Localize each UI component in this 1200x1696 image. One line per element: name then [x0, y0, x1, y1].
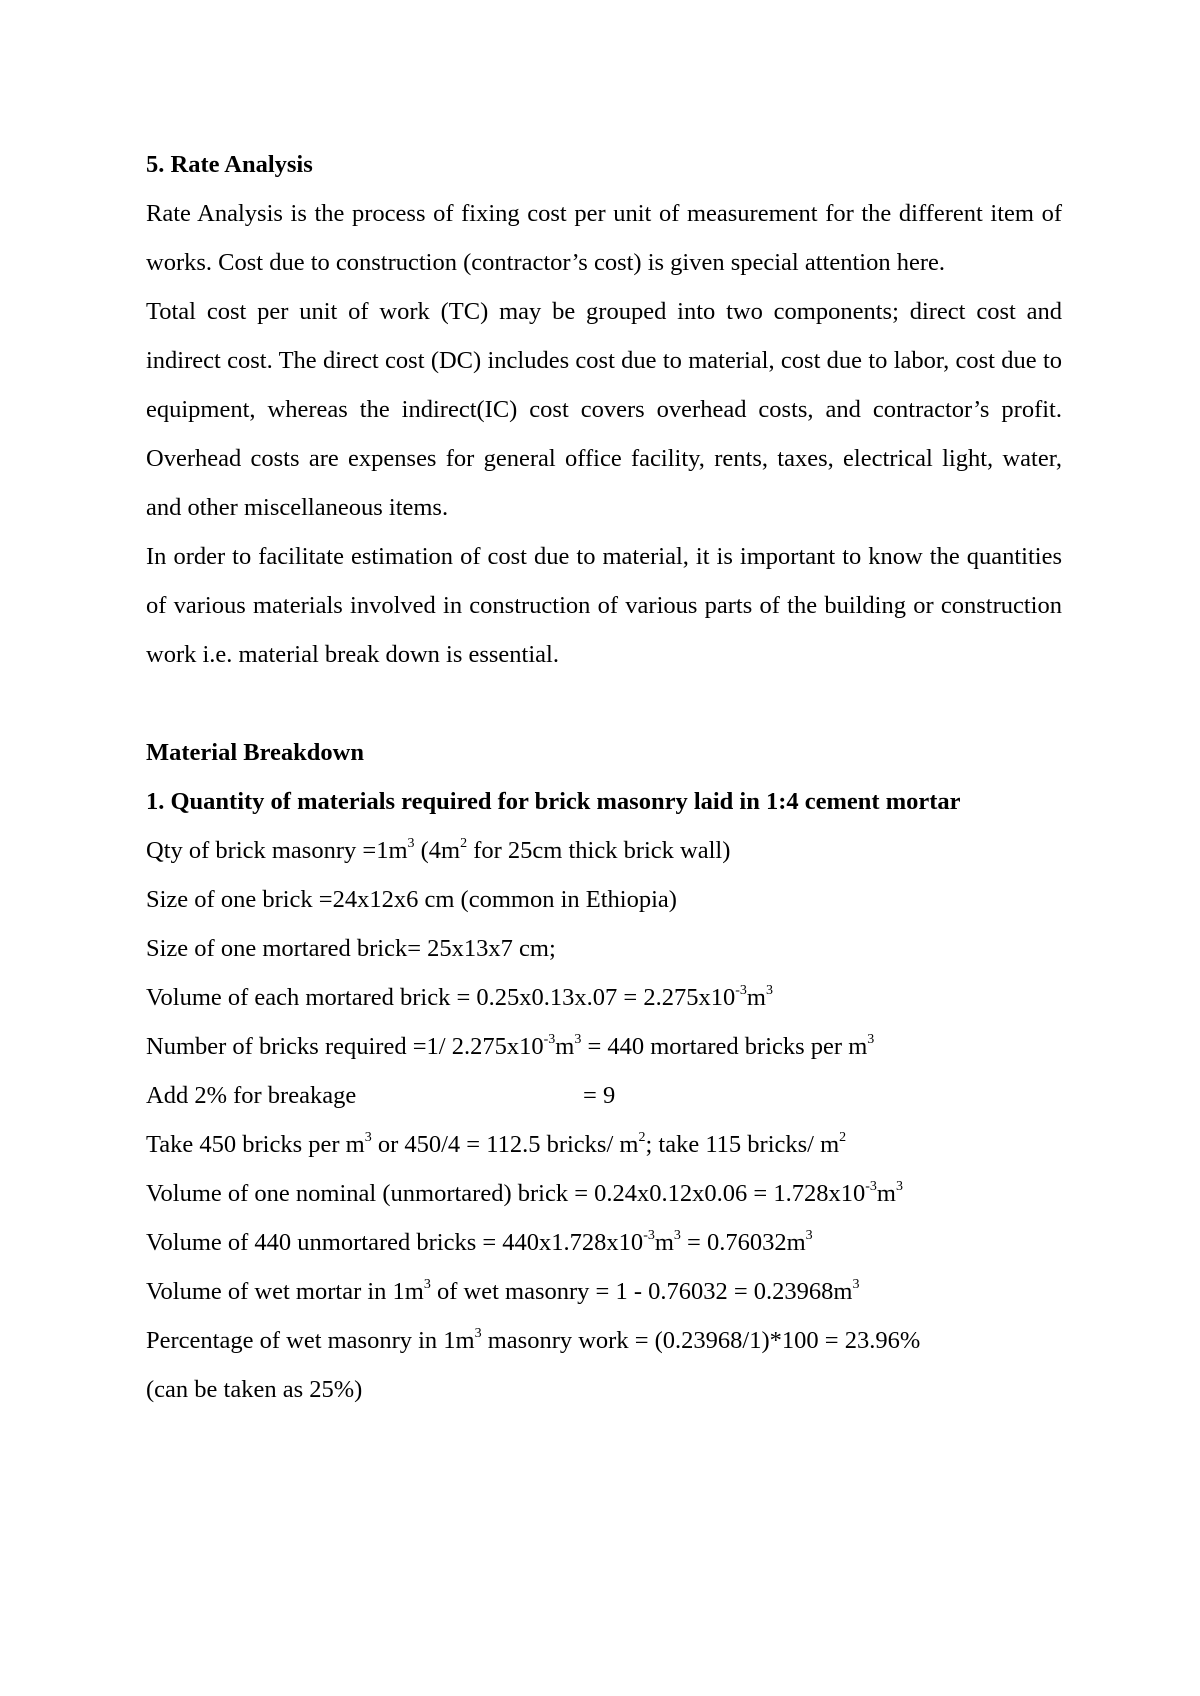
line-volume-mortared-brick: Volume of each mortared brick = $0.25x0.13x.07 = 2.275x10^{-3}m^3$	[146, 982, 773, 1011]
line-brick-size: Size of one brick =24x12x6 cm (common in Ethiopia)	[146, 886, 677, 913]
line-breakage: Add 2% for breakage = 9	[146, 1082, 616, 1109]
line-volume-nominal-brick: Volume of one nominal (unmortared) brick = $0.24x0.12x0.06 = 1.728x10^{-3}m^3$	[146, 1178, 903, 1207]
line-mortared-brick-size: Size of one mortared brick= 25x13x7 cm;	[146, 935, 556, 962]
paragraph-material-estimation: In order to facilitate estimation of cost due to material, it is important to know the quantities of various materials involved in construction of various parts of the building or construction work i.e. material break down is essential.	[146, 543, 1062, 668]
line-taken-as: (can be taken as 25%)	[146, 1376, 363, 1403]
subheading-material-breakdown: Material Breakdown	[146, 739, 364, 766]
item-heading: 1. Quantity of materials required for brick masonry laid in 1:4 cement mortar	[146, 788, 961, 815]
document-page	[146, 140, 1062, 1414]
line-percentage-wet-masonry: Percentage of wet masonry in $1m^3$ masonry work = (0.23968/1)*100 = 23.96%	[146, 1325, 921, 1354]
line-number-of-bricks: Number of bricks required =1/ $2.275x10^{-3}m^3 = 440$ mortared bricks per $m^3$	[146, 1031, 875, 1060]
spacer	[146, 679, 1062, 728]
paragraph-total-cost: Total cost per unit of work (TC) may be grouped into two components; direct cost and indirect cost. The direct cost (DC) includes cost due to material, cost due to labor, cost due to equipment, whereas the indirect(IC) cost covers overhead costs, and contractor’s profit. Overhead costs are expenses for general office facility, rents, taxes, electrical light, water, and other miscellaneous items.	[146, 298, 1062, 521]
line-volume-wet-mortar: Volume of wet mortar in $1m^3$ of wet masonry = $1 - 0.76032 = 0.23968m^3$	[146, 1276, 860, 1305]
section-heading: 5. Rate Analysis	[146, 151, 313, 178]
line-qty-brick-masonry: Qty of brick masonry $=1m^3$ ($4m^2$ for 25cm thick brick wall)	[146, 835, 731, 864]
line-take-bricks: Take 450 bricks per $m^3$ or 450/4 = 112.5 bricks/ $m^2$; take 115 bricks/ $m^2$	[146, 1129, 847, 1158]
line-volume-unmortared-bricks: Volume of 440 unmortared bricks = $440x1.728x10^{-3}m^3 = 0.76032m^3$	[146, 1227, 813, 1256]
paragraph-definition: Rate Analysis is the process of fixing cost per unit of measurement for the different item of works. Cost due to construction (contractor’s cost) is given special attention here.	[146, 200, 1062, 276]
